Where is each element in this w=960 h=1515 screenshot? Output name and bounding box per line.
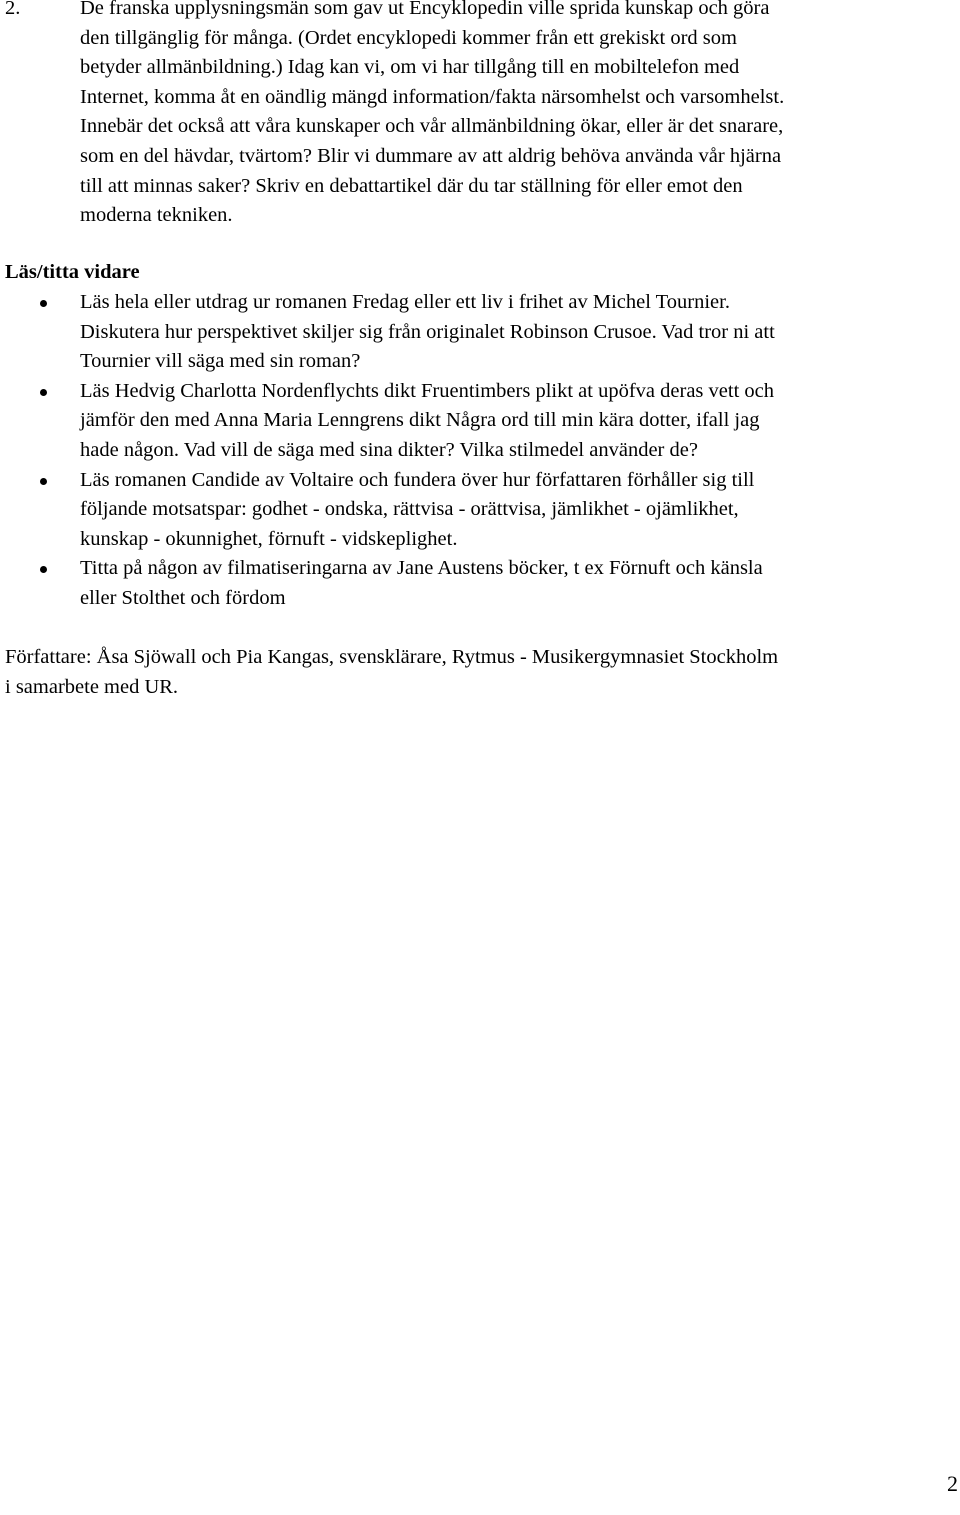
list-item-line: Läs hela eller utdrag ur romanen Fredag eller ett liv i frihet av Michel Tournier. [80, 291, 730, 313]
assignment-line: till att minnas saker? Skriv en debattartikel där du tar ställning för eller emot den [80, 174, 743, 197]
list-item-line: Läs romanen Candide av Voltaire och fundera över hur författaren förhåller sig till [80, 468, 755, 491]
assignment-line: Internet, komma åt en oändlig mängd information/fakta närsomhelst och varsomhelst. [80, 85, 785, 108]
bullet-icon [40, 300, 47, 307]
list-item [0, 554, 950, 613]
page-number: 2 [947, 1471, 958, 1496]
list-item [0, 288, 950, 377]
assignment-line: den tillgänglig för många. (Ordet encyklopedi kommer från ett grekiskt ord som [80, 26, 737, 49]
list-item-line: Diskutera hur perspektivet skiljer sig från originalet Robinson Crusoe. Vad tror ni att [80, 320, 775, 343]
list-item [0, 466, 950, 555]
assignment-line: som en del hävdar, tvärtom? Blir vi dummare av att aldrig behöva använda vår hjärna [80, 144, 782, 167]
list-item-line: Tournier vill säga med sin roman? [80, 350, 361, 373]
bullet-icon [40, 389, 47, 396]
bullet-icon [40, 478, 47, 485]
author-line: Författare: Åsa Sjöwall och Pia Kangas, svensklärare, Rytmus - Musikergymnasiet Stockholm [5, 646, 779, 668]
item-number: 2. [5, 0, 21, 19]
list-item-line: Titta på någon av filmatiseringarna av Jane Austens böcker, t ex Förnuft och känsla [80, 557, 763, 580]
list-item [0, 377, 950, 466]
bullet-icon [40, 566, 47, 573]
list-item-line: hade någon. Vad vill de säga med sina dikter? Vilka stilmedel använder de? [80, 438, 698, 461]
reading-list [0, 288, 950, 614]
author-line: i samarbete med UR. [5, 675, 179, 698]
assignment-line: Innebär det också att våra kunskaper och vår allmänbildning ökar, eller är det snarare, [80, 115, 784, 138]
assignment-text [80, 0, 950, 231]
author-credit [5, 643, 960, 702]
list-item-line: kunskap - okunnighet, förnuft - vidskeplighet. [80, 527, 458, 550]
list-item-line: Läs Hedvig Charlotta Nordenflychts dikt Fruentimbers plikt at upöfva deras vett och [80, 379, 774, 402]
assignment-line: moderna tekniken. [80, 204, 233, 227]
assignment-line: betyder allmänbildning.) Idag kan vi, om vi har tillgång till en mobiltelefon med [80, 56, 740, 79]
assignment-line: De franska upplysningsmän som gav ut Encyklopedin ville sprida kunskap och göra [80, 0, 770, 19]
list-item-line: eller Stolthet och fördom [80, 586, 286, 609]
section-heading: Läs/titta vidare [5, 261, 140, 283]
list-item-line: jämför den med Anna Maria Lenngrens dikt Några ord till min kära dotter, ifall jag [80, 409, 760, 432]
list-item-line: följande motsatspar: godhet - ondska, rättvisa - orättvisa, jämlikhet - ojämlikhet, [80, 498, 739, 521]
